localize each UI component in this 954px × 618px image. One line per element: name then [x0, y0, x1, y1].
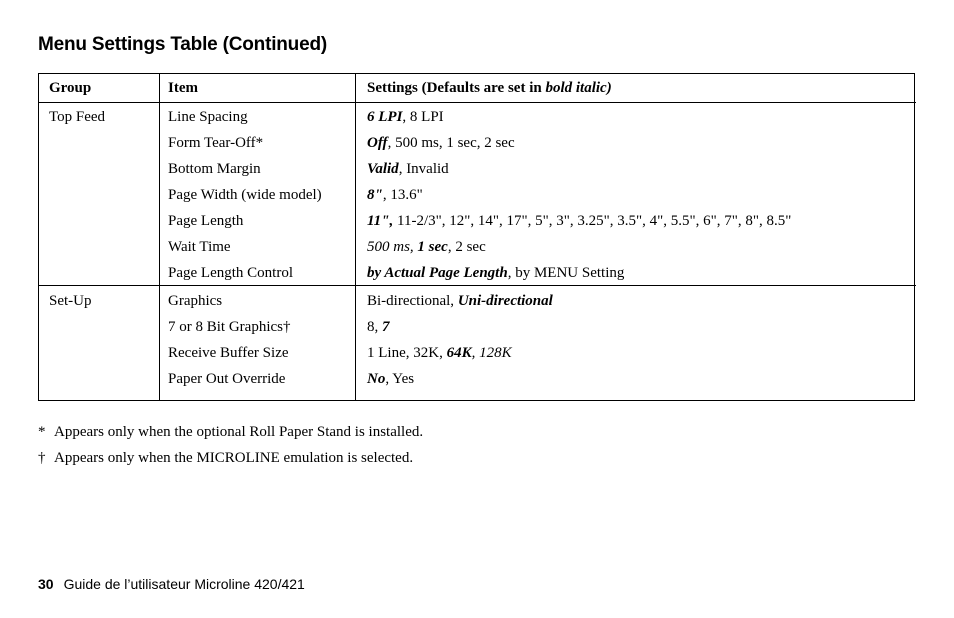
item-cell: Line Spacing	[168, 109, 248, 125]
item-cell: 7 or 8 Bit Graphics†	[168, 319, 291, 335]
footnote-text: Appears only when the MICROLINE emulation is selected.	[54, 450, 414, 466]
settings-cell	[367, 162, 449, 177]
header-settings-emphasis: bold italic)	[545, 80, 612, 96]
settings-cell	[367, 266, 624, 281]
settings-cell	[367, 294, 553, 309]
group-set-up: Set-Up	[49, 293, 92, 309]
column-divider	[355, 74, 356, 400]
item-cell: Page Length	[168, 213, 244, 229]
group-top-feed: Top Feed	[49, 109, 106, 125]
default-value: 1 sec	[417, 239, 448, 255]
footnote-microline	[38, 450, 413, 467]
default-value: 8"	[367, 187, 383, 203]
default-value: Uni-directional	[457, 293, 553, 309]
item-cell: Wait Time	[168, 239, 231, 255]
footnote-text: Appears only when the optional Roll Paper Stand is installed.	[54, 424, 424, 440]
settings-cell	[367, 240, 486, 255]
option-value: , Yes	[385, 371, 415, 387]
option-value: Bi-directional,	[367, 293, 458, 309]
item-cell: Bottom Margin	[168, 161, 261, 177]
footnote-mark: *	[38, 424, 46, 440]
settings-cell	[367, 372, 414, 387]
option-value: 8,	[367, 319, 382, 335]
header-group: Group	[49, 80, 92, 96]
option-value: , Invalid	[398, 161, 449, 177]
page-footer	[38, 576, 305, 592]
page-number: 30	[38, 576, 54, 592]
option-value: , 13.6"	[382, 187, 423, 203]
default-value: No	[367, 371, 386, 387]
settings-cell	[367, 214, 791, 229]
header-settings-text: Settings (Defaults are set in	[367, 80, 546, 96]
settings-cell	[367, 320, 390, 335]
settings-cell	[367, 136, 515, 151]
option-value: 1 Line, 32K,	[367, 345, 447, 361]
item-cell: Receive Buffer Size	[168, 345, 289, 361]
footnote-roll-paper	[38, 424, 423, 441]
settings-cell	[367, 346, 512, 361]
default-value: 7	[382, 319, 390, 335]
item-cell: Form Tear-Off*	[168, 135, 264, 151]
item-cell: Graphics	[168, 293, 223, 309]
column-divider	[159, 74, 160, 400]
default-value: by Actual Page Length	[367, 265, 508, 281]
settings-cell	[367, 188, 423, 203]
default-value: 64K	[446, 345, 472, 361]
menu-settings-table	[38, 73, 915, 401]
page-title: Menu Settings Table (Continued)	[38, 34, 327, 55]
option-value: , 128K	[471, 345, 512, 361]
item-cell: Paper Out Override	[168, 371, 286, 387]
item-cell: Page Length Control	[168, 265, 293, 281]
default-value: Off	[367, 135, 388, 151]
header-item: Item	[168, 80, 198, 96]
header-settings	[367, 81, 612, 96]
option-value: 11-2/3", 12", 14", 17", 5", 3", 3.25", 3.5", 4", 5.5", 6", 7", 8", 8.5"	[393, 213, 792, 229]
option-value: 500 ms,	[367, 239, 418, 255]
settings-cell	[367, 110, 444, 125]
option-value: , 2 sec	[447, 239, 486, 255]
option-value: , 8 LPI	[402, 109, 444, 125]
option-value: , 500 ms, 1 sec, 2 sec	[387, 135, 515, 151]
default-value: 6 LPI	[367, 109, 403, 125]
footnote-mark: †	[38, 450, 46, 466]
default-value: 11",	[367, 213, 394, 229]
option-value: , by MENU Setting	[507, 265, 625, 281]
default-value: Valid	[367, 161, 399, 177]
group-divider	[39, 285, 916, 286]
header-divider	[39, 102, 916, 103]
footer-title: Guide de l’utilisateur Microline 420/421	[63, 576, 305, 592]
item-cell: Page Width (wide model)	[168, 187, 322, 203]
